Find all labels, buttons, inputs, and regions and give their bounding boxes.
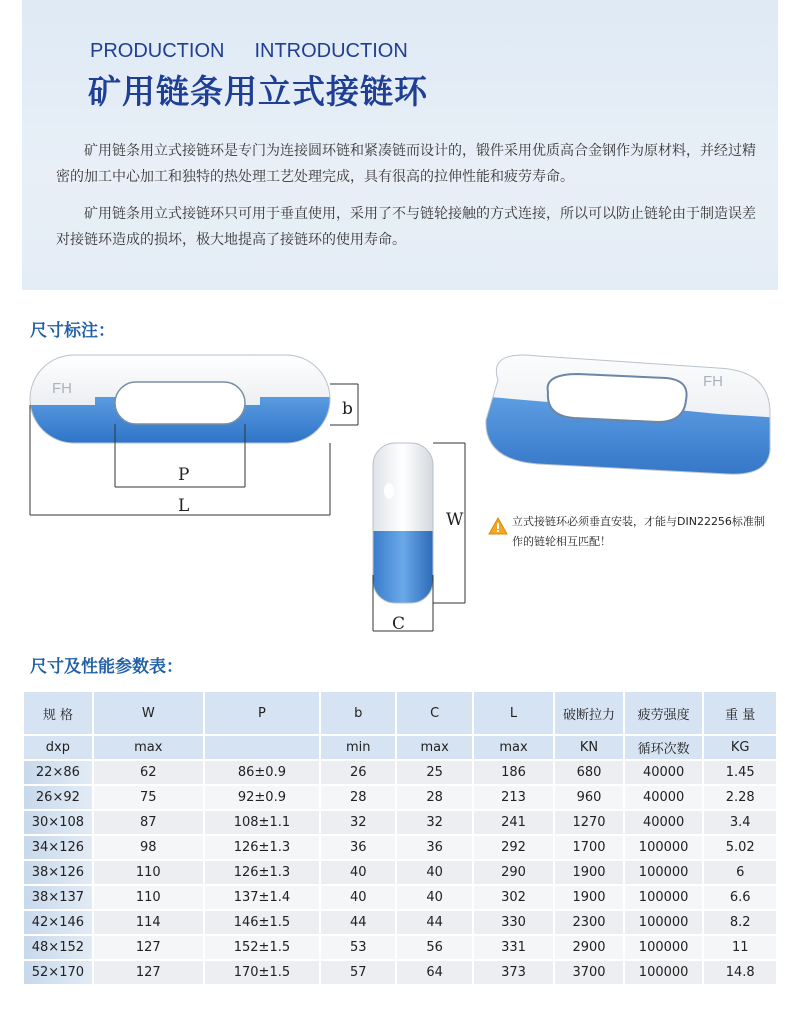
table-cell: max xyxy=(397,736,471,759)
table-cell: 1900 xyxy=(555,861,623,884)
table-cell: dxp xyxy=(24,736,92,759)
table-cell: min xyxy=(321,736,395,759)
table-cell: 40000 xyxy=(625,761,703,784)
table-cell: 100000 xyxy=(625,961,703,984)
link-end-view xyxy=(365,435,475,635)
table-cell: 98 xyxy=(94,836,203,859)
table-cell: 5.02 xyxy=(704,836,776,859)
table-row xyxy=(24,836,776,859)
table-cell: 170±1.5 xyxy=(205,961,319,984)
table-cell: 32 xyxy=(321,811,395,834)
table-cell: 331 xyxy=(474,936,553,959)
table-cell: 28 xyxy=(397,786,471,809)
page-title: 矿用链条用立式接链环 xyxy=(88,72,428,111)
table-cell: 40 xyxy=(397,886,471,909)
table-cell: 126±1.3 xyxy=(205,861,319,884)
dim-label-c: C xyxy=(392,614,406,634)
table-cell: 100000 xyxy=(625,936,703,959)
table-cell: 疲劳强度 xyxy=(625,692,703,734)
table-cell: 11 xyxy=(704,936,776,959)
table-cell: KN xyxy=(555,736,623,759)
table-header-row xyxy=(24,692,776,734)
table-cell: 2900 xyxy=(555,936,623,959)
dim-label-w: W xyxy=(446,510,464,530)
table-cell: 40000 xyxy=(625,811,703,834)
table-subheader-row xyxy=(24,736,776,759)
table-cell: 1700 xyxy=(555,836,623,859)
table-cell: 186 xyxy=(474,761,553,784)
spec-table xyxy=(22,690,778,986)
table-cell: 114 xyxy=(94,911,203,934)
table-cell: 127 xyxy=(94,961,203,984)
table-cell: 92±0.9 xyxy=(205,786,319,809)
table-cell: 2300 xyxy=(555,911,623,934)
table-cell: 292 xyxy=(474,836,553,859)
table-cell: 108±1.1 xyxy=(205,811,319,834)
table-cell: 152±1.5 xyxy=(205,936,319,959)
table-cell: 3700 xyxy=(555,961,623,984)
table-cell: 126±1.3 xyxy=(205,836,319,859)
table-row xyxy=(24,911,776,934)
table-cell: 34×126 xyxy=(24,836,92,859)
dim-label-b: b xyxy=(342,399,353,419)
table-cell: 1.45 xyxy=(704,761,776,784)
table-cell: 100000 xyxy=(625,861,703,884)
table-cell: 373 xyxy=(474,961,553,984)
table-cell: 28 xyxy=(321,786,395,809)
table-cell: 53 xyxy=(321,936,395,959)
table-cell: 40 xyxy=(321,861,395,884)
table-cell: 破断拉力 xyxy=(555,692,623,734)
table-row xyxy=(24,861,776,884)
table-cell: 100000 xyxy=(625,836,703,859)
table-cell: max xyxy=(94,736,203,759)
table-cell: C xyxy=(397,692,471,734)
table-cell: 1270 xyxy=(555,811,623,834)
table-cell: 146±1.5 xyxy=(205,911,319,934)
table-cell: 3.4 xyxy=(704,811,776,834)
table-cell: 330 xyxy=(474,911,553,934)
table-cell: 87 xyxy=(94,811,203,834)
table-cell: 32 xyxy=(397,811,471,834)
table-cell: b xyxy=(321,692,395,734)
table-row xyxy=(24,961,776,984)
table-cell: 重 量 xyxy=(704,692,776,734)
table-cell: 48×152 xyxy=(24,936,92,959)
table-cell: 680 xyxy=(555,761,623,784)
english-heading xyxy=(90,40,408,63)
table-cell: 1900 xyxy=(555,886,623,909)
table-cell: 22×86 xyxy=(24,761,92,784)
table-cell: 62 xyxy=(94,761,203,784)
dim-label-p: P xyxy=(178,465,190,485)
table-cell: 30×108 xyxy=(24,811,92,834)
table-cell: 40000 xyxy=(625,786,703,809)
table-row xyxy=(24,811,776,834)
dim-label-l: L xyxy=(178,496,190,516)
table-cell: W xyxy=(94,692,203,734)
table-cell: L xyxy=(474,692,553,734)
table-cell: 100000 xyxy=(625,911,703,934)
link-3d-view xyxy=(478,340,783,490)
table-cell: max xyxy=(474,736,553,759)
fh-mark-left: FH xyxy=(52,380,72,397)
table-cell: 110 xyxy=(94,886,203,909)
table-cell: 6.6 xyxy=(704,886,776,909)
table-cell: P xyxy=(205,692,319,734)
fh-mark-right: FH xyxy=(703,373,723,390)
dimensions-section-title: 尺寸标注： xyxy=(30,321,115,341)
table-cell: 规 格 xyxy=(24,692,92,734)
table-cell: 38×137 xyxy=(24,886,92,909)
table-cell: 86±0.9 xyxy=(205,761,319,784)
table-cell: KG xyxy=(704,736,776,759)
table-cell: 127 xyxy=(94,936,203,959)
table-cell: 64 xyxy=(397,961,471,984)
table-cell: 100000 xyxy=(625,886,703,909)
table-cell: 循环次数 xyxy=(625,736,703,759)
table-cell: 42×146 xyxy=(24,911,92,934)
intro-paragraph-1: 矿用链条用立式接链环是专门为连接圆环链和紧凑链而设计的，锻件采用优质高合金钢作为原材料，并经过精密的加工中心加工和独特的热处理工艺处理完成，具有很高的拉伸性能和疲劳寿命。 xyxy=(56,143,756,185)
table-cell xyxy=(205,736,319,759)
table-cell: 40 xyxy=(397,861,471,884)
table-cell: 26×92 xyxy=(24,786,92,809)
table-row xyxy=(24,786,776,809)
table-cell: 57 xyxy=(321,961,395,984)
table-cell: 290 xyxy=(474,861,553,884)
table-cell: 960 xyxy=(555,786,623,809)
link-side-view xyxy=(20,345,370,520)
table-cell: 14.8 xyxy=(704,961,776,984)
table-cell: 26 xyxy=(321,761,395,784)
table-row xyxy=(24,886,776,909)
table-cell: 2.28 xyxy=(704,786,776,809)
table-cell: 36 xyxy=(321,836,395,859)
english-heading-right: INTRODUCTION xyxy=(254,40,408,62)
table-cell: 56 xyxy=(397,936,471,959)
intro-paragraph-2: 矿用链条用立式接链环只可用于垂直使用，采用了不与链轮接触的方式连接，所以可以防止链轮由于制造误差对接链环造成的损坏，极大地提高了接链环的使用寿命。 xyxy=(56,206,756,248)
table-cell: 25 xyxy=(397,761,471,784)
table-cell: 52×170 xyxy=(24,961,92,984)
table-cell: 110 xyxy=(94,861,203,884)
table-cell: 302 xyxy=(474,886,553,909)
table-cell: 38×126 xyxy=(24,861,92,884)
table-cell: 44 xyxy=(321,911,395,934)
table-cell: 8.2 xyxy=(704,911,776,934)
table-row xyxy=(24,936,776,959)
warning-icon xyxy=(488,517,508,535)
english-heading-left: PRODUCTION xyxy=(90,40,225,62)
installation-warning: 立式接链环必须垂直安装，才能与DIN22256标准制作的链轮相互匹配！ xyxy=(512,515,765,548)
table-cell: 40 xyxy=(321,886,395,909)
table-cell: 75 xyxy=(94,786,203,809)
table-row xyxy=(24,761,776,784)
table-section-title: 尺寸及性能参数表： xyxy=(30,657,183,677)
table-cell: 36 xyxy=(397,836,471,859)
table-cell: 6 xyxy=(704,861,776,884)
table-cell: 241 xyxy=(474,811,553,834)
table-cell: 213 xyxy=(474,786,553,809)
table-cell: 137±1.4 xyxy=(205,886,319,909)
table-cell: 44 xyxy=(397,911,471,934)
